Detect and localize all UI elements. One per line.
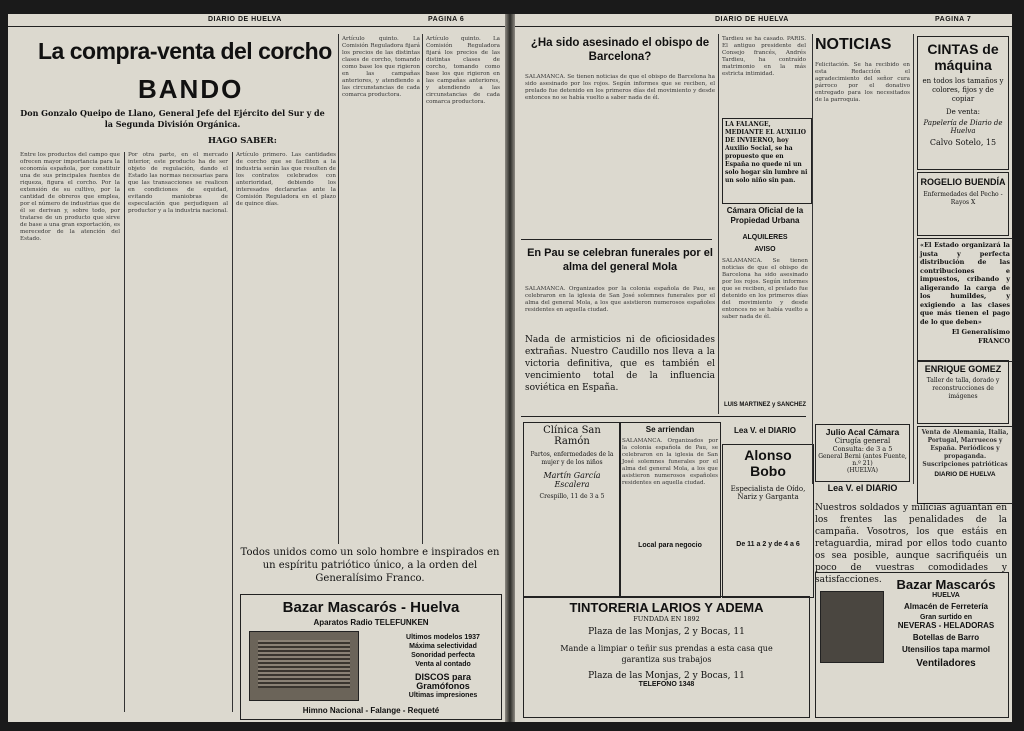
column-rule: [124, 152, 125, 712]
running-head: DIARIO DE HUELVA: [208, 16, 282, 23]
obispo-headline: ¿Ha sido asesinado el obispo de Barcelona?: [530, 37, 710, 63]
enrique-title: ENRIQUE GOMEZ: [924, 364, 1002, 374]
radio-illustration: [249, 631, 359, 701]
noticias-title: NOTICIAS: [815, 36, 892, 53]
falange-box: LA FALANGE, MEDIANTE EL AUXILIO DE INVIERNO, hoy Auxilio Social, se ha propuesto que en España no quede ni un solo hogar sin lumbre ni un solo niño sin pan.: [722, 118, 812, 204]
alonso-title: Alonso Bobo: [744, 447, 792, 479]
hago-saber: HAGO SABER:: [208, 136, 277, 146]
ad-line: Sonoridad perfecta: [411, 652, 475, 659]
bazar2-line: Gran surtido en: [919, 614, 973, 621]
article-column-4: Artículo quinto. La Comisión Reguladora fijará los precios de las distintas clases de corcho, tomando como base los que rigieron en las campañas anteriores, y atendiendo a las circunstancias de cada comarca productora.: [342, 36, 420, 98]
julio-title: Julio Acal Cámara: [825, 427, 900, 437]
alonso-line: Nariz y Garganta: [737, 493, 799, 501]
ad-bazar-mascaros-ferreteria: [815, 572, 1009, 718]
bazar2-line: Ventiladores: [916, 658, 976, 669]
clinica-doctora: Martín García Escalera: [543, 471, 601, 489]
tintoreria-dir: Plaza de las Monjas, 2 y Bocas, 11: [588, 627, 745, 637]
julio-ad: [815, 424, 910, 482]
newspaper-spread: [8, 14, 1012, 722]
lea-diario-ad-2: Lea V. el DIARIO: [827, 483, 898, 493]
bazar2-line: Utensilios tapa marmol: [901, 645, 991, 654]
clinica-ad: [523, 422, 621, 598]
clinica-dir: Crespillo, 11 de 3 a 5: [539, 493, 605, 500]
lea-diario-ad: Lea V. el DIARIO: [734, 426, 796, 435]
bando-subhead: Don Gonzalo Queipo de Llano, General Jefe del Ejército del Sur y de la Segunda División Orgánica.: [20, 108, 325, 129]
ad-line: Máxima selectividad: [409, 643, 477, 650]
ad-line: Venta al contado: [415, 661, 471, 668]
armisticio-statement: Nada de armisticios ni de oficiosidades extrañas. Nuestro Caudillo nos lleva a la victoria definitiva, que es también el vencimiento total de la influencia soviética en España.: [525, 335, 715, 393]
arriendan-text: SALAMANCA. Organizados por la colonia española de Pau, se celebraron en la iglesia de San José solemnes funerales por el alma del general Mola, a los que asistieron numerosos españoles residentes en aquella ciudad.: [622, 438, 718, 486]
page-right: [515, 14, 1012, 722]
column-rule: [812, 34, 813, 484]
rogelio-title: ROGELIO BUENDÍA: [920, 177, 1006, 187]
obispo-article: SALAMANCA. Se tienen noticias de que el obispo de Barcelona ha sido asesinado por los rojos. Según informes que se reciben, el prelado fue detenido en los primeros días del movimiento y desde entonces no se había vuelto a saber nada de él.: [525, 74, 715, 101]
estado-firma: El Generalísimo FRANCO: [951, 328, 1010, 345]
camara-sub: ALQUILERES: [742, 234, 788, 241]
tardieu-article: Tardieu se ha casado. PARIS. El antiguo presidente del Consejo francés, Andrés Tardieu, ha contraído matrimonio en la más estricta intimidad.: [722, 36, 806, 77]
arriendan-title: Se arriendan: [645, 425, 695, 434]
patriotic-slogan: Todos unidos como un solo hombre e inspirados en un espíritu patriótico único, a la orden del Generalísimo Franco.: [240, 547, 500, 584]
page-left: [8, 14, 505, 722]
header-rule: [515, 26, 1012, 27]
arriendan-sub: Local para negocio: [638, 542, 702, 549]
column-rule: [232, 152, 233, 712]
page-number: PAGINA 7: [935, 16, 972, 23]
header-rule: [8, 26, 505, 27]
ad-himno: Himno Nacional - Falange - Requeté: [302, 706, 440, 715]
article-column-2: Por otra parte, en el mercado interior, este producto ha de ser objeto de regulación, dando el Estado las normas necesarias para que las transacciones se realicen en condiciones de equidad, evitando maniobras de especulación que perjudiquen al productor y a la industria nacional.: [128, 152, 228, 214]
camara-title: Cámara Oficial de la Propiedad Urbana: [726, 206, 804, 225]
cintas-sub: en todos los tamaños y colores, fijos y de copiar: [922, 77, 1004, 103]
bazar2-title: Bazar Mascarós: [896, 577, 996, 592]
column-rule: [718, 34, 719, 414]
tintoreria-fundada: FUNDADA EN 1892: [633, 615, 700, 623]
tintoreria-ad: [523, 596, 810, 718]
column-rule: [422, 34, 423, 544]
julio-dir: General Berni (antes Fuente, n.º 21): [818, 453, 907, 467]
headline-corcho: La compra-venta del corcho: [38, 38, 332, 64]
camara-text: SALAMANCA. Se tienen noticias de que el obispo de Barcelona ha sido asesinado por los rojos. Según informes que se reciben, el prelado fue detenido en los primeros días del movimiento y desde entonces no se había vuelto a saber nada de él.: [722, 258, 808, 320]
section-rule: [521, 416, 806, 417]
bazar2-city: HUELVA: [932, 592, 960, 599]
bando-title: BANDO: [138, 74, 244, 104]
camara-aviso: AVISO: [754, 246, 776, 253]
ad-bazar-mascaros-radio: [240, 594, 502, 720]
estado-box: [917, 238, 1013, 362]
mola-article: SALAMANCA. Organizados por la colonia española de Pau, se celebraron en la iglesia de San José solemnes funerales por el alma del general Mola, a los que asistieron numerosos españoles residentes en aquella ciudad.: [525, 286, 715, 313]
agencia-firma: DIARIO DE HUELVA: [934, 471, 996, 478]
tintoreria-dir-2: Plaza de las Monjas, 2 y Bocas, 11: [588, 671, 745, 681]
tintoreria-slogan: Mande a limpiar o teñir sus prendas a esta casa que garantiza sus trabajos: [560, 644, 773, 664]
section-rule: [521, 239, 712, 240]
clinica-text: Partos, enfermedades de la mujer y de los niños: [530, 451, 614, 466]
bazar2-line: Almacén de Ferretería: [903, 602, 989, 611]
article-column-3: Artículo primero. Las cantidades de corcho que se faciliten a la industria serán las que resulten de los contratos celebrados con anterioridad, debiendo los interesados declararlas ante la Comisión Reguladora en el plazo de quince días.: [236, 152, 336, 207]
bazar2-line: NEVERAS - HELADORAS: [897, 621, 995, 630]
bazar2-line: Botellas de Barro: [912, 633, 980, 642]
column-rule: [913, 34, 914, 484]
rogelio-sub: Enfermedades del Pecho - Rayos X: [923, 191, 1003, 206]
cintas-title: CINTAS de máquina: [927, 41, 999, 73]
clinica-title: Clínica San Ramón: [543, 425, 601, 447]
cintas-ad: [917, 36, 1009, 170]
cintas-dir: Calvo Sotelo, 15: [929, 138, 997, 147]
noticias-text: Felicitación. Se ha recibido en esta Redacción el agradecimiento del señor cura párroco por el donativo entregado para los necesitados de la parroquia.: [815, 62, 910, 103]
page-gutter: [505, 14, 515, 722]
article-column-1: Entre los productos del campo que ofrecen mayor importancia para la economía española, por constituir una de sus principales fuentes de riqueza, figura el corcho. Por la extensión de su cultivo, por la cantidad de obreros que emplea, por el número de industrias que de él se derivan y, sobre todo, por tratarse de un producto que sirve de base a una gran exportación, es merecedor de la atención del Estado.: [20, 152, 120, 242]
enrique-sub: Taller de talla, dorado y reconstrucciones de imágenes: [926, 377, 1000, 400]
cintas-venta: De venta:: [946, 108, 980, 116]
mola-headline: En Pau se celebran funerales por el alma del general Mola: [527, 247, 713, 273]
article-column-5: Artículo quinto. La Comisión Reguladora fijará los precios de las distintas clases de corcho, tomando como base los que rigieron en las campañas anteriores, y atendiendo a las circunstancias de cada comarca productora.: [426, 36, 500, 105]
julio-hours: Consulta: de 3 a 5: [832, 445, 893, 453]
julio-sub: Cirugía general: [834, 437, 891, 445]
ad-discos-title: DISCOS para Gramófonos: [414, 672, 472, 691]
estado-text: «El Estado organizará la justa y perfecta distribución de las contribuciones e impuestos, cribando y aligerando la carga de los humildes, y exigiendo a las clases que más tienen el pago de lo que deben»: [920, 241, 1010, 326]
tintoreria-title: TINTORERIA LARIOS Y ADEMA: [569, 600, 764, 615]
alonso-bobo-ad: [722, 444, 814, 598]
arriendan-ad: [619, 422, 721, 598]
page-number: PAGINA 6: [428, 16, 465, 23]
ad-line: Ultimos modelos 1937: [406, 634, 480, 641]
ad-discos-sub: Ultimas impresiones: [408, 692, 478, 699]
ad-bazar-title: Bazar Mascarós - Huelva: [282, 599, 460, 616]
ad-bazar-sub: Aparatos Radio TELEFUNKEN: [313, 618, 429, 627]
alonso-line: Especialista de Oído,: [730, 485, 806, 493]
agencia-ad: [917, 426, 1013, 504]
soldados-appeal: Nuestros soldados y milicias aguantan en los frentes las penalidades de la campaña. Vosotros, los que estáis en retaguardia, mirad por ellos todo cuanto os sea posible, aunque sacrifiquéis un poco de vuestras comodidades y satisfacciones.: [815, 503, 1007, 585]
running-head: DIARIO DE HUELVA: [715, 16, 789, 23]
tintoreria-tel: TELEFONO 1348: [638, 681, 695, 688]
enrique-ad: [917, 360, 1009, 424]
agencia-text: Venta de Alemania, Italia, Portugal, Marruecos y España. Periódicos y propaganda. Suscripciones patrióticas: [921, 429, 1009, 468]
alonso-hours: De 11 a 2 y de 4 a 6: [736, 541, 800, 548]
rogelio-ad: [917, 172, 1009, 236]
cintas-papeleria: Papelería de Diario de Huelva: [923, 119, 1003, 135]
icebox-illustration: [820, 591, 884, 663]
julio-city: (HUELVA): [847, 467, 878, 474]
camara-firma: LUIS MARTINEZ y SANCHEZ: [723, 402, 806, 408]
column-rule: [338, 34, 339, 544]
